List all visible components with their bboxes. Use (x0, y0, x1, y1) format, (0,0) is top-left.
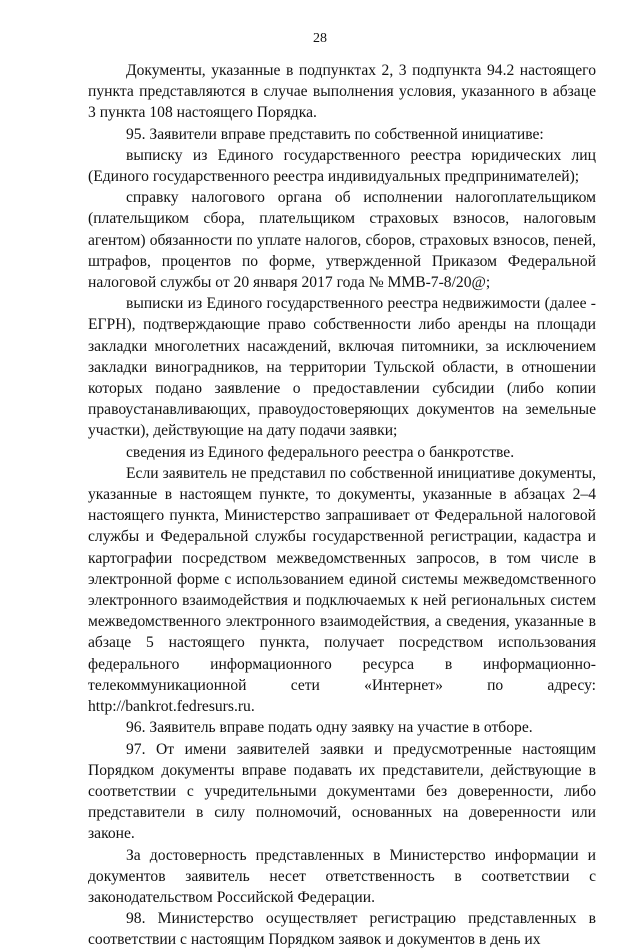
paragraph: Если заявитель не представил по собственной инициативе документы, указанные в настоящем пункте, то документы, указанные в абзацах 2–4 настоящего пункта, Министерство запрашивает от Федеральной налоговой службы и Федеральной службы государственной регистрации, кадастра и картографии посредством межведомственных запросов, в том числе в электронной форме с использованием единой системы межведомственного электронного взаимодействия и подключаемых к ней региональных систем межведомственного электронного взаимодействия, а сведения, указанные в абзаце 5 настоящего пункта, получает посредством использования федерального информационного ресурса в информационно-телекоммуникационной сети «Интернет» по адресу: http://bankrot.fedresurs.ru. (88, 464, 596, 716)
paragraph: 97. От имени заявителей заявки и предусмотренные настоящим Порядком документы вправе подавать их представители, действующие в соответствии с учредительными документами без доверенности, либо представители в силу полномочий, основанных на доверенности или законе. (88, 740, 596, 843)
page-number: 28 (313, 31, 327, 46)
paragraph: справку налогового органа об исполнении налогоплательщиком (плательщиком сбора, плательщиком страховых взносов, налоговым агентом) обязанности по уплате налогов, сборов, страховых взносов, пеней, штрафов, процентов по форме, утвержденной Приказом Федеральной налоговой службы от 20 января 2017 года № ММВ-7-8/20@; (88, 189, 596, 292)
paragraph: сведения из Единого федерального реестра о банкротстве. (126, 443, 515, 461)
paragraph: 98. Министерство осуществляет регистрацию представленных в соответствии с настоящим Порядком заявок и документов в день их (88, 910, 596, 949)
document-body (88, 60, 596, 951)
paragraph: выписку из Единого государственного реестра юридических лиц (Единого государственного реестра индивидуальных предпринимателей); (88, 146, 596, 186)
paragraph: выписки из Единого государственного реестра недвижимости (далее - ЕГРН), подтверждающие право собственности либо аренды на площади закладки многолетних насаждений, включая питомники, за исключением закладки виноградников, на территории Тульской области, в отношении которых подано заявление о предоставлении субсидии (либо копии правоустанавливающих, правоудостоверяющих документов на земельные участки), действующие на дату подачи заявки; (88, 295, 596, 440)
paragraph: 96. Заявитель вправе подать одну заявку на участие в отборе. (126, 719, 533, 737)
paragraph: 95. Заявители вправе представить по собственной инициативе: (126, 125, 544, 143)
paragraph: Документы, указанные в подпунктах 2, 3 подпункта 94.2 настоящего пункта представляются в случае выполнения условия, указанного в абзаце 3 пункта 108 настоящего Порядка. (88, 62, 596, 122)
paragraph: За достоверность представленных в Министерство информации и документов заявитель несет ответственность в соответствии с законодательством Российской Федерации. (88, 846, 596, 906)
